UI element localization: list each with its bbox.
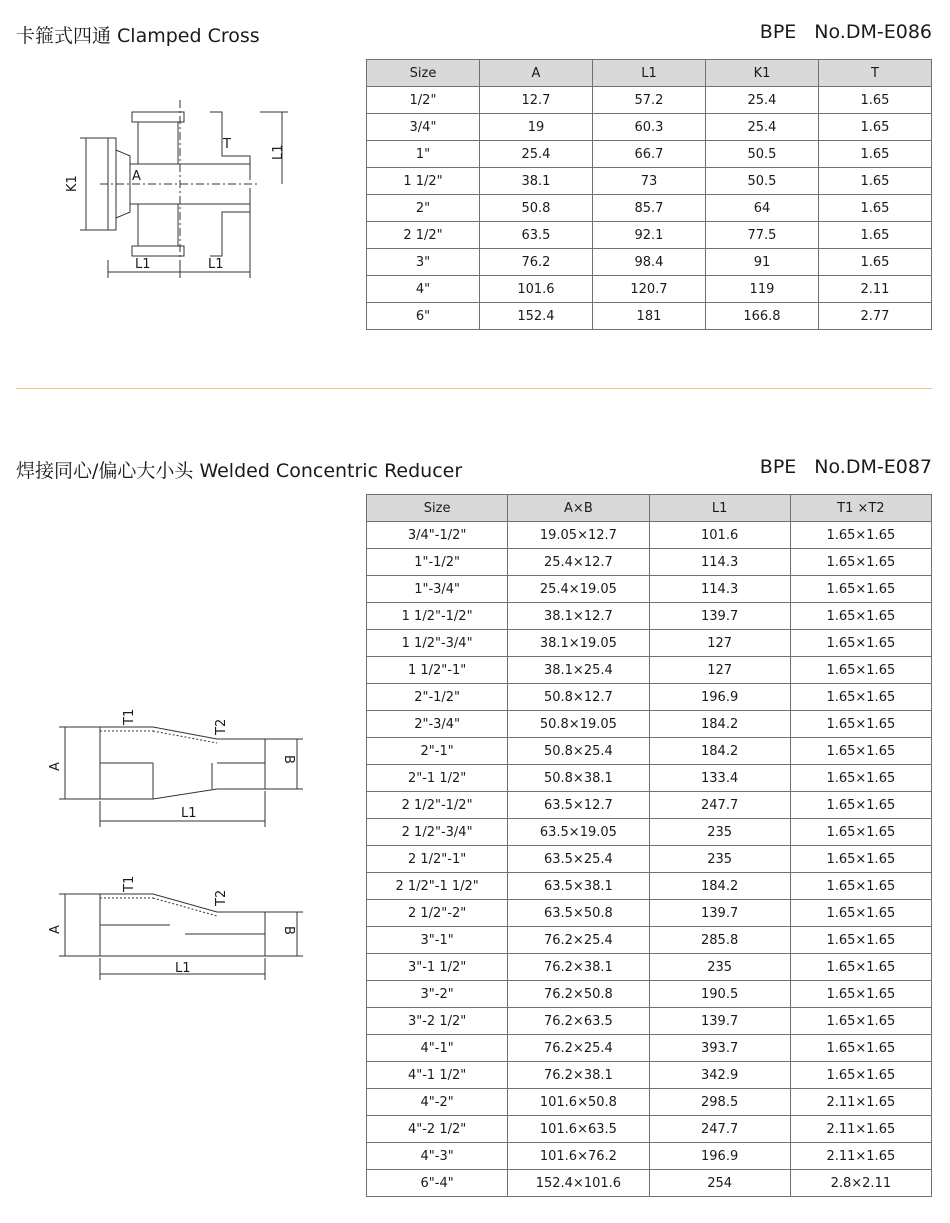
table-cell: 38.1×25.4 bbox=[508, 657, 649, 684]
table-row bbox=[367, 954, 932, 981]
section1-standard: BPE bbox=[759, 21, 797, 43]
table-cell: 25.4 bbox=[705, 87, 818, 114]
table-cell: 85.7 bbox=[592, 195, 705, 222]
table-cell: 114.3 bbox=[649, 549, 790, 576]
table-cell: 2" bbox=[367, 195, 480, 222]
table-cell: 76.2×25.4 bbox=[508, 927, 649, 954]
table-row bbox=[367, 114, 932, 141]
table-cell: 50.5 bbox=[705, 168, 818, 195]
table-cell: 25.4×12.7 bbox=[508, 549, 649, 576]
table-cell: 1.65×1.65 bbox=[790, 873, 931, 900]
table-cell: 166.8 bbox=[705, 303, 818, 330]
table-cell: 3/4" bbox=[367, 114, 480, 141]
table-cell: 73 bbox=[592, 168, 705, 195]
table-cell: 1.65×1.65 bbox=[790, 765, 931, 792]
table-cell: 1.65×1.65 bbox=[790, 576, 931, 603]
label-t1: T1 bbox=[122, 708, 137, 725]
table-cell: 1.65×1.65 bbox=[790, 522, 931, 549]
table-row bbox=[367, 1170, 932, 1197]
table-row bbox=[367, 603, 932, 630]
table-cell: 6"-4" bbox=[367, 1170, 508, 1197]
table-cell: 76.2 bbox=[479, 249, 592, 276]
table-row bbox=[367, 630, 932, 657]
label-l1: L1 bbox=[181, 806, 197, 821]
table-cell: 76.2×38.1 bbox=[508, 954, 649, 981]
table-cell: 3"-1 1/2" bbox=[367, 954, 508, 981]
table-cell: 235 bbox=[649, 846, 790, 873]
table-row bbox=[367, 222, 932, 249]
table-cell: 77.5 bbox=[705, 222, 818, 249]
table-cell: 63.5×50.8 bbox=[508, 900, 649, 927]
table-cell: 101.6×76.2 bbox=[508, 1143, 649, 1170]
table-cell: 184.2 bbox=[649, 873, 790, 900]
column-header: A bbox=[479, 60, 592, 87]
table-row bbox=[367, 249, 932, 276]
table-cell: 92.1 bbox=[592, 222, 705, 249]
table-cell: 1.65×1.65 bbox=[790, 846, 931, 873]
table-cell: 1.65×1.65 bbox=[790, 711, 931, 738]
table-cell: 3"-2 1/2" bbox=[367, 1008, 508, 1035]
table-row bbox=[367, 711, 932, 738]
table-row bbox=[367, 738, 932, 765]
table-row bbox=[367, 1062, 932, 1089]
clamped-cross-drawing bbox=[60, 100, 300, 280]
table-cell: 3" bbox=[367, 249, 480, 276]
table-cell: 1.65×1.65 bbox=[790, 684, 931, 711]
clamped-cross-table bbox=[366, 59, 932, 330]
label-k1: K1 bbox=[65, 175, 80, 192]
table-cell: 25.4 bbox=[705, 114, 818, 141]
table-cell: 76.2×50.8 bbox=[508, 981, 649, 1008]
table-cell: 2.11×1.65 bbox=[790, 1143, 931, 1170]
table-cell: 1.65×1.65 bbox=[790, 630, 931, 657]
table-cell: 1.65×1.65 bbox=[790, 819, 931, 846]
column-header: L1 bbox=[592, 60, 705, 87]
table-cell: 1.65×1.65 bbox=[790, 549, 931, 576]
table-cell: 12.7 bbox=[479, 87, 592, 114]
table-cell: 1 1/2" bbox=[367, 168, 480, 195]
table-cell: 139.7 bbox=[649, 1008, 790, 1035]
table-cell: 2"-1 1/2" bbox=[367, 765, 508, 792]
table-cell: 127 bbox=[649, 630, 790, 657]
table-cell: 101.6 bbox=[649, 522, 790, 549]
label-l1-right: L1 bbox=[271, 144, 286, 160]
table-cell: 190.5 bbox=[649, 981, 790, 1008]
table-cell: 3/4"-1/2" bbox=[367, 522, 508, 549]
table-cell: 1.65×1.65 bbox=[790, 927, 931, 954]
column-header: T bbox=[818, 60, 931, 87]
table-cell: 1.65×1.65 bbox=[790, 954, 931, 981]
table-cell: 1.65×1.65 bbox=[790, 657, 931, 684]
table-cell: 63.5×19.05 bbox=[508, 819, 649, 846]
table-cell: 19 bbox=[479, 114, 592, 141]
label-t1: T1 bbox=[122, 875, 137, 892]
table-cell: 38.1 bbox=[479, 168, 592, 195]
table-cell: 1 1/2"-1" bbox=[367, 657, 508, 684]
table-cell: 38.1×12.7 bbox=[508, 603, 649, 630]
table-cell: 2"-1" bbox=[367, 738, 508, 765]
table-row bbox=[367, 819, 932, 846]
table-cell: 196.9 bbox=[649, 1143, 790, 1170]
table-row bbox=[367, 1035, 932, 1062]
table-cell: 1.65×1.65 bbox=[790, 1008, 931, 1035]
column-header: L1 bbox=[649, 495, 790, 522]
table-cell: 139.7 bbox=[649, 603, 790, 630]
table-cell: 1.65 bbox=[818, 222, 931, 249]
table-cell: 152.4 bbox=[479, 303, 592, 330]
table-cell: 6" bbox=[367, 303, 480, 330]
table-row bbox=[367, 927, 932, 954]
table-cell: 1.65×1.65 bbox=[790, 738, 931, 765]
section1-number: No.DM-E086 bbox=[814, 21, 932, 43]
table-cell: 1.65×1.65 bbox=[790, 603, 931, 630]
table-row bbox=[367, 276, 932, 303]
table-cell: 4"-2" bbox=[367, 1089, 508, 1116]
table-cell: 2.11×1.65 bbox=[790, 1089, 931, 1116]
column-header: K1 bbox=[705, 60, 818, 87]
label-l1: L1 bbox=[175, 961, 191, 976]
label-t2: T2 bbox=[214, 718, 229, 735]
table-cell: 76.2×25.4 bbox=[508, 1035, 649, 1062]
concentric-reducer-drawing bbox=[45, 705, 315, 830]
table-cell: 50.8×19.05 bbox=[508, 711, 649, 738]
table-cell: 2"-1/2" bbox=[367, 684, 508, 711]
column-header: A×B bbox=[508, 495, 649, 522]
table-cell: 254 bbox=[649, 1170, 790, 1197]
column-header: T1 ×T2 bbox=[790, 495, 931, 522]
table-cell: 1"-1/2" bbox=[367, 549, 508, 576]
section2-number: No.DM-E087 bbox=[814, 456, 932, 478]
table-cell: 1.65×1.65 bbox=[790, 1035, 931, 1062]
table-row bbox=[367, 303, 932, 330]
table-cell: 4"-3" bbox=[367, 1143, 508, 1170]
table-cell: 285.8 bbox=[649, 927, 790, 954]
table-cell: 1 1/2"-1/2" bbox=[367, 603, 508, 630]
table-cell: 342.9 bbox=[649, 1062, 790, 1089]
table-cell: 98.4 bbox=[592, 249, 705, 276]
table-row bbox=[367, 846, 932, 873]
table-cell: 1.65×1.65 bbox=[790, 792, 931, 819]
label-l1-left: L1 bbox=[135, 257, 151, 272]
table-header-row bbox=[367, 60, 932, 87]
label-t2: T2 bbox=[214, 889, 229, 906]
table-row bbox=[367, 657, 932, 684]
table-cell: 2 1/2"-2" bbox=[367, 900, 508, 927]
table-cell: 298.5 bbox=[649, 1089, 790, 1116]
table-cell: 63.5 bbox=[479, 222, 592, 249]
table-row bbox=[367, 576, 932, 603]
table-row bbox=[367, 195, 932, 222]
table-cell: 19.05×12.7 bbox=[508, 522, 649, 549]
table-cell: 1/2" bbox=[367, 87, 480, 114]
table-cell: 63.5×25.4 bbox=[508, 846, 649, 873]
table-cell: 4"-1" bbox=[367, 1035, 508, 1062]
table-row bbox=[367, 900, 932, 927]
table-row bbox=[367, 1143, 932, 1170]
table-cell: 76.2×63.5 bbox=[508, 1008, 649, 1035]
table-cell: 101.6 bbox=[479, 276, 592, 303]
table-cell: 1.65 bbox=[818, 168, 931, 195]
table-cell: 50.8 bbox=[479, 195, 592, 222]
table-cell: 1.65×1.65 bbox=[790, 981, 931, 1008]
table-cell: 181 bbox=[592, 303, 705, 330]
table-cell: 91 bbox=[705, 249, 818, 276]
table-cell: 235 bbox=[649, 954, 790, 981]
table-row bbox=[367, 765, 932, 792]
table-cell: 1.65 bbox=[818, 195, 931, 222]
label-l1-bottom: L1 bbox=[208, 257, 224, 272]
column-header: Size bbox=[367, 495, 508, 522]
table-cell: 1"-3/4" bbox=[367, 576, 508, 603]
table-cell: 4"-2 1/2" bbox=[367, 1116, 508, 1143]
table-cell: 63.5×12.7 bbox=[508, 792, 649, 819]
table-cell: 25.4×19.05 bbox=[508, 576, 649, 603]
table-row bbox=[367, 549, 932, 576]
label-t: T bbox=[223, 137, 231, 152]
table-cell: 152.4×101.6 bbox=[508, 1170, 649, 1197]
table-cell: 114.3 bbox=[649, 576, 790, 603]
section2-title: 焊接同心/偏心大小头 Welded Concentric Reducer bbox=[16, 460, 463, 482]
table-cell: 127 bbox=[649, 657, 790, 684]
table-cell: 2"-3/4" bbox=[367, 711, 508, 738]
table-cell: 393.7 bbox=[649, 1035, 790, 1062]
table-cell: 50.8×25.4 bbox=[508, 738, 649, 765]
table-cell: 101.6×63.5 bbox=[508, 1116, 649, 1143]
table-cell: 76.2×38.1 bbox=[508, 1062, 649, 1089]
section2-standard: BPE bbox=[759, 456, 797, 478]
section2-code bbox=[760, 456, 932, 478]
table-cell: 2 1/2" bbox=[367, 222, 480, 249]
table-cell: 2.11×1.65 bbox=[790, 1116, 931, 1143]
table-cell: 60.3 bbox=[592, 114, 705, 141]
label-b: B bbox=[281, 755, 296, 764]
table-cell: 64 bbox=[705, 195, 818, 222]
table-cell: 50.5 bbox=[705, 141, 818, 168]
table-cell: 3"-2" bbox=[367, 981, 508, 1008]
table-cell: 25.4 bbox=[479, 141, 592, 168]
table-cell: 1.65 bbox=[818, 141, 931, 168]
table-row bbox=[367, 141, 932, 168]
table-cell: 63.5×38.1 bbox=[508, 873, 649, 900]
table-row bbox=[367, 87, 932, 114]
section1-code bbox=[760, 21, 932, 43]
table-row bbox=[367, 792, 932, 819]
table-cell: 66.7 bbox=[592, 141, 705, 168]
table-cell: 120.7 bbox=[592, 276, 705, 303]
table-header-row bbox=[367, 495, 932, 522]
table-cell: 2.11 bbox=[818, 276, 931, 303]
table-row bbox=[367, 1008, 932, 1035]
table-cell: 4" bbox=[367, 276, 480, 303]
table-cell: 1.65×1.65 bbox=[790, 900, 931, 927]
table-cell: 1.65 bbox=[818, 249, 931, 276]
table-cell: 2 1/2"-1" bbox=[367, 846, 508, 873]
table-cell: 3"-1" bbox=[367, 927, 508, 954]
table-row bbox=[367, 1089, 932, 1116]
section-divider bbox=[16, 388, 932, 389]
table-cell: 1.65×1.65 bbox=[790, 1062, 931, 1089]
table-cell: 139.7 bbox=[649, 900, 790, 927]
table-cell: 2 1/2"-3/4" bbox=[367, 819, 508, 846]
table-cell: 38.1×19.05 bbox=[508, 630, 649, 657]
table-cell: 133.4 bbox=[649, 765, 790, 792]
table-cell: 101.6×50.8 bbox=[508, 1089, 649, 1116]
label-a: A bbox=[132, 169, 141, 184]
table-cell: 184.2 bbox=[649, 711, 790, 738]
table-cell: 1 1/2"-3/4" bbox=[367, 630, 508, 657]
table-cell: 1.65 bbox=[818, 114, 931, 141]
table-cell: 4"-1 1/2" bbox=[367, 1062, 508, 1089]
table-cell: 119 bbox=[705, 276, 818, 303]
table-row bbox=[367, 522, 932, 549]
table-cell: 1" bbox=[367, 141, 480, 168]
table-cell: 1.65 bbox=[818, 87, 931, 114]
table-cell: 50.8×12.7 bbox=[508, 684, 649, 711]
table-cell: 184.2 bbox=[649, 738, 790, 765]
label-a: A bbox=[48, 925, 63, 934]
eccentric-reducer-drawing bbox=[45, 870, 315, 985]
table-cell: 235 bbox=[649, 819, 790, 846]
label-a: A bbox=[48, 762, 63, 771]
table-row bbox=[367, 981, 932, 1008]
table-row bbox=[367, 1116, 932, 1143]
table-cell: 2 1/2"-1 1/2" bbox=[367, 873, 508, 900]
table-cell: 247.7 bbox=[649, 792, 790, 819]
label-b: B bbox=[281, 926, 296, 935]
table-cell: 2.8×2.11 bbox=[790, 1170, 931, 1197]
table-cell: 247.7 bbox=[649, 1116, 790, 1143]
table-cell: 196.9 bbox=[649, 684, 790, 711]
reducer-table bbox=[366, 494, 932, 1197]
column-header: Size bbox=[367, 60, 480, 87]
table-row bbox=[367, 684, 932, 711]
table-cell: 2 1/2"-1/2" bbox=[367, 792, 508, 819]
table-cell: 57.2 bbox=[592, 87, 705, 114]
section1-title: 卡箍式四通 Clamped Cross bbox=[16, 25, 260, 47]
table-row bbox=[367, 168, 932, 195]
table-cell: 2.77 bbox=[818, 303, 931, 330]
table-row bbox=[367, 873, 932, 900]
table-cell: 50.8×38.1 bbox=[508, 765, 649, 792]
